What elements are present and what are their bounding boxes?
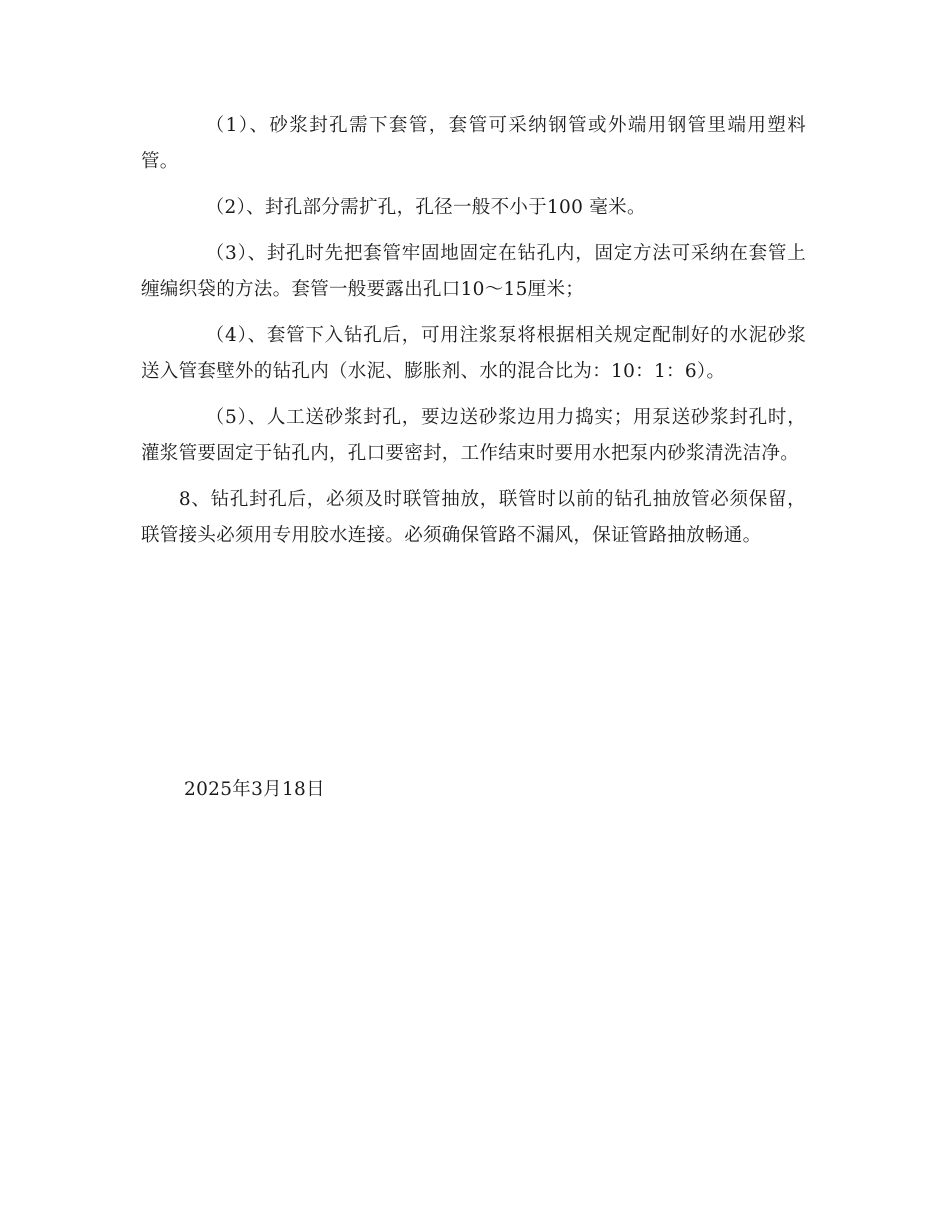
paragraph-item-5: （5）、人工送砂浆封孔，要边送砂浆边用力捣实；用泵送砂浆封孔时，灌浆管要固定于钻孔内，孔口要密封，工作结束时要用水把泵内砂浆清洗洁净。 [141, 407, 806, 464]
paragraph-item-2: （2）、封孔部分需扩孔，孔径一般不小于100 毫米。 [205, 197, 646, 218]
paragraph-item-1: （1）、砂浆封孔需下套管，套管可采纳钢管或外端用钢管里端用塑料管。 [141, 115, 806, 172]
document-body [141, 108, 806, 554]
paragraph-item-3: （3）、封孔时先把套管牢固地固定在钻孔内，固定方法可采纳在套管上缠编织袋的方法。套管一般要露出孔口10～15厘米； [141, 243, 806, 300]
document-date: 2025年3月18日 [184, 779, 325, 800]
paragraph-item-8: 8、钻孔封孔后，必须及时联管抽放，联管时以前的钻孔抽放管必须保留，联管接头必须用专用胶水连接。必须确保管路不漏风，保证管路抽放畅通。 [141, 489, 806, 546]
paragraph-item-4: （4）、套管下入钻孔后，可用注浆泵将根据相关规定配制好的水泥砂浆送入管套壁外的钻孔内（水泥、膨胀剂、水的混合比为：10：1：6）。 [141, 325, 806, 382]
